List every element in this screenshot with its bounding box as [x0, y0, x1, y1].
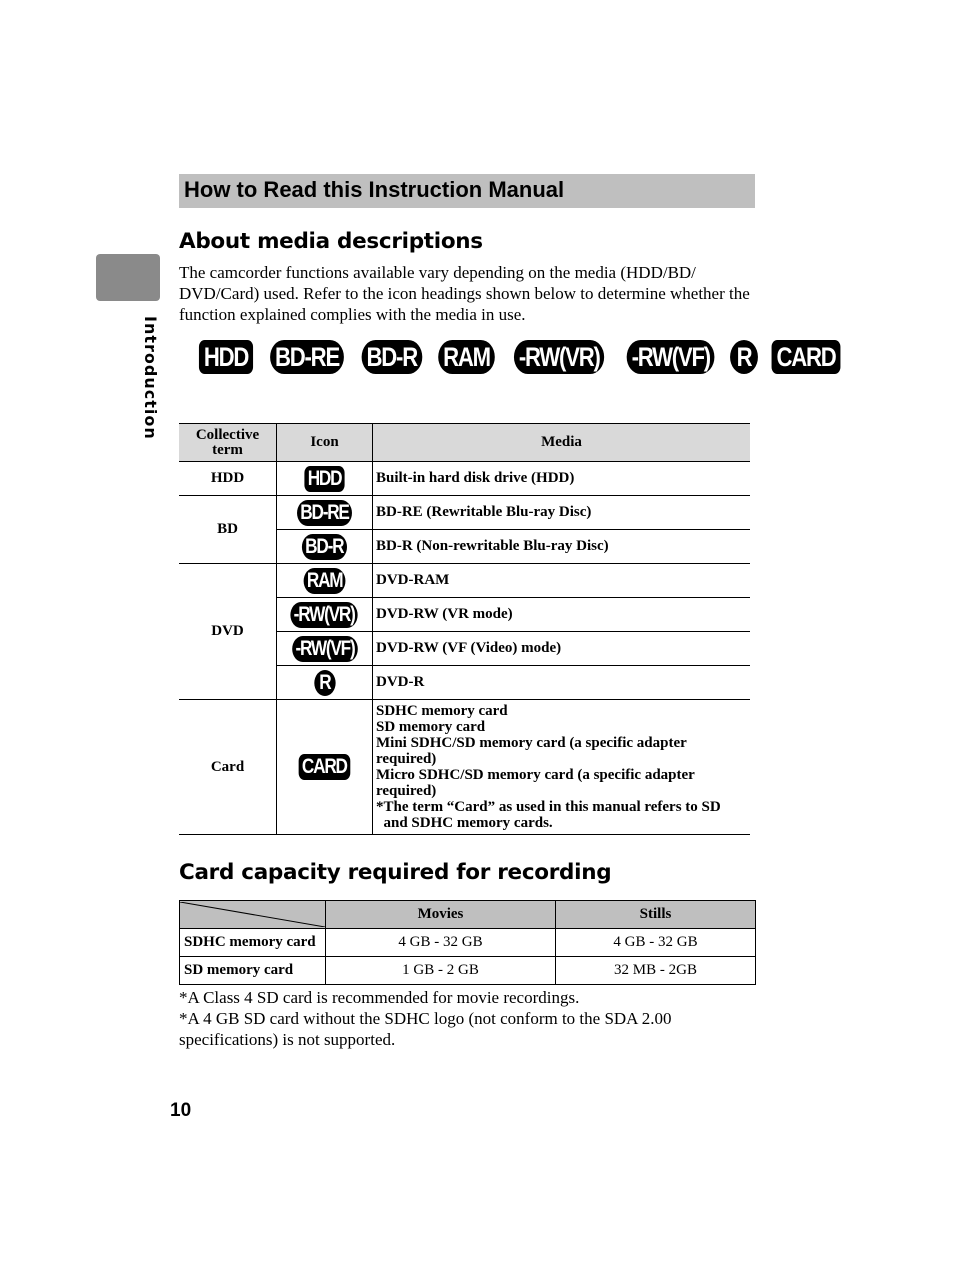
table-row	[180, 929, 756, 957]
rw-vr-icon: -RW(VR)	[291, 602, 358, 628]
page-title: How to Read this Instruction Manual	[184, 177, 565, 202]
table-header: Stills	[556, 901, 756, 929]
diagonal-line	[180, 902, 325, 927]
media-cell: DVD-RW (VR mode)	[373, 598, 751, 632]
media-table	[179, 423, 750, 835]
card-line: *The term “Card” as used in this manual refers to SD	[376, 799, 721, 815]
table-cell: 1 GB - 2 GB	[326, 957, 556, 985]
card-line: Mini SDHC/SD memory card (a specific adapter	[376, 735, 687, 751]
table-row	[180, 957, 756, 985]
media-cell: BD-RE (Rewritable Blu-ray Disc)	[373, 496, 751, 530]
card-icon: CARD	[772, 340, 841, 374]
media-cell: DVD-RW (VF (Video) mode)	[373, 632, 751, 666]
corner-cell	[180, 901, 326, 929]
media-cell: DVD-RAM	[373, 564, 751, 598]
page-title-banner	[179, 174, 755, 208]
bd-r-icon: BD-R	[302, 534, 347, 560]
card-line: SDHC memory card	[376, 703, 508, 719]
capacity-table	[179, 900, 756, 985]
media-icon-row	[193, 340, 848, 374]
table-header: Collective term	[179, 424, 277, 462]
table-row	[179, 496, 750, 530]
r-icon: R	[314, 670, 335, 696]
card-icon: CARD	[299, 754, 350, 780]
media-cell: BD-R (Non-rewritable Blu-ray Disc)	[373, 530, 751, 564]
page-number: 10	[170, 1100, 192, 1121]
term-cell: BD	[179, 496, 277, 564]
notes	[179, 987, 759, 1050]
table-cell: 4 GB - 32 GB	[326, 929, 556, 957]
row-header: SD memory card	[180, 957, 326, 985]
card-line: and SDHC memory cards.	[376, 815, 553, 831]
table-header: Movies	[326, 901, 556, 929]
r-icon: R	[731, 340, 759, 374]
card-line: required)	[376, 783, 437, 799]
bd-r-icon: BD-R	[362, 340, 422, 374]
ram-icon: RAM	[438, 340, 495, 374]
media-cell: Built-in hard disk drive (HDD)	[373, 462, 751, 496]
note: *A Class 4 SD card is recommended for movie recordings.	[179, 988, 580, 1007]
media-cell: DVD-R	[373, 666, 751, 700]
media-cell	[373, 700, 751, 835]
rw-vf-icon: -RW(VF)	[627, 340, 715, 374]
rw-vr-icon: -RW(VR)	[513, 340, 604, 374]
term-cell: HDD	[179, 462, 277, 496]
hdd-icon: HDD	[304, 466, 344, 492]
card-line: SD memory card	[376, 719, 486, 735]
table-cell: 4 GB - 32 GB	[556, 929, 756, 957]
section-heading-capacity: Card capacity required for recording	[179, 860, 612, 885]
hdd-icon: HDD	[199, 340, 253, 374]
table-row	[179, 462, 750, 496]
table-cell: 32 MB - 2GB	[556, 957, 756, 985]
note: *A 4 GB SD card without the SDHC logo (not conform to the SDA 2.00 specifications) is not supported.	[179, 1009, 672, 1049]
table-row	[179, 700, 750, 835]
section-tab	[96, 254, 160, 301]
ram-icon: RAM	[303, 568, 345, 594]
row-header: SDHC memory card	[180, 929, 326, 957]
table-header: Icon	[277, 424, 373, 462]
section-tab-label: Introduction	[141, 316, 160, 440]
table-row	[179, 564, 750, 598]
term-cell: Card	[179, 700, 277, 835]
rw-vf-icon: -RW(VF)	[292, 636, 358, 662]
section-heading-media: About media descriptions	[179, 229, 483, 254]
term-cell: DVD	[179, 564, 277, 700]
bd-re-icon: BD-RE	[297, 500, 352, 526]
card-line: required)	[376, 751, 437, 767]
table-header: Media	[373, 424, 751, 462]
bd-re-icon: BD-RE	[270, 340, 344, 374]
intro-paragraph: The camcorder functions available vary depending on the media (HDD/BD/ DVD/Card) used. Refer to the icon headings shown below to determine whether the function explained complies with the media in use.	[179, 263, 750, 324]
card-line: Micro SDHC/SD memory card (a specific adapter	[376, 767, 695, 783]
